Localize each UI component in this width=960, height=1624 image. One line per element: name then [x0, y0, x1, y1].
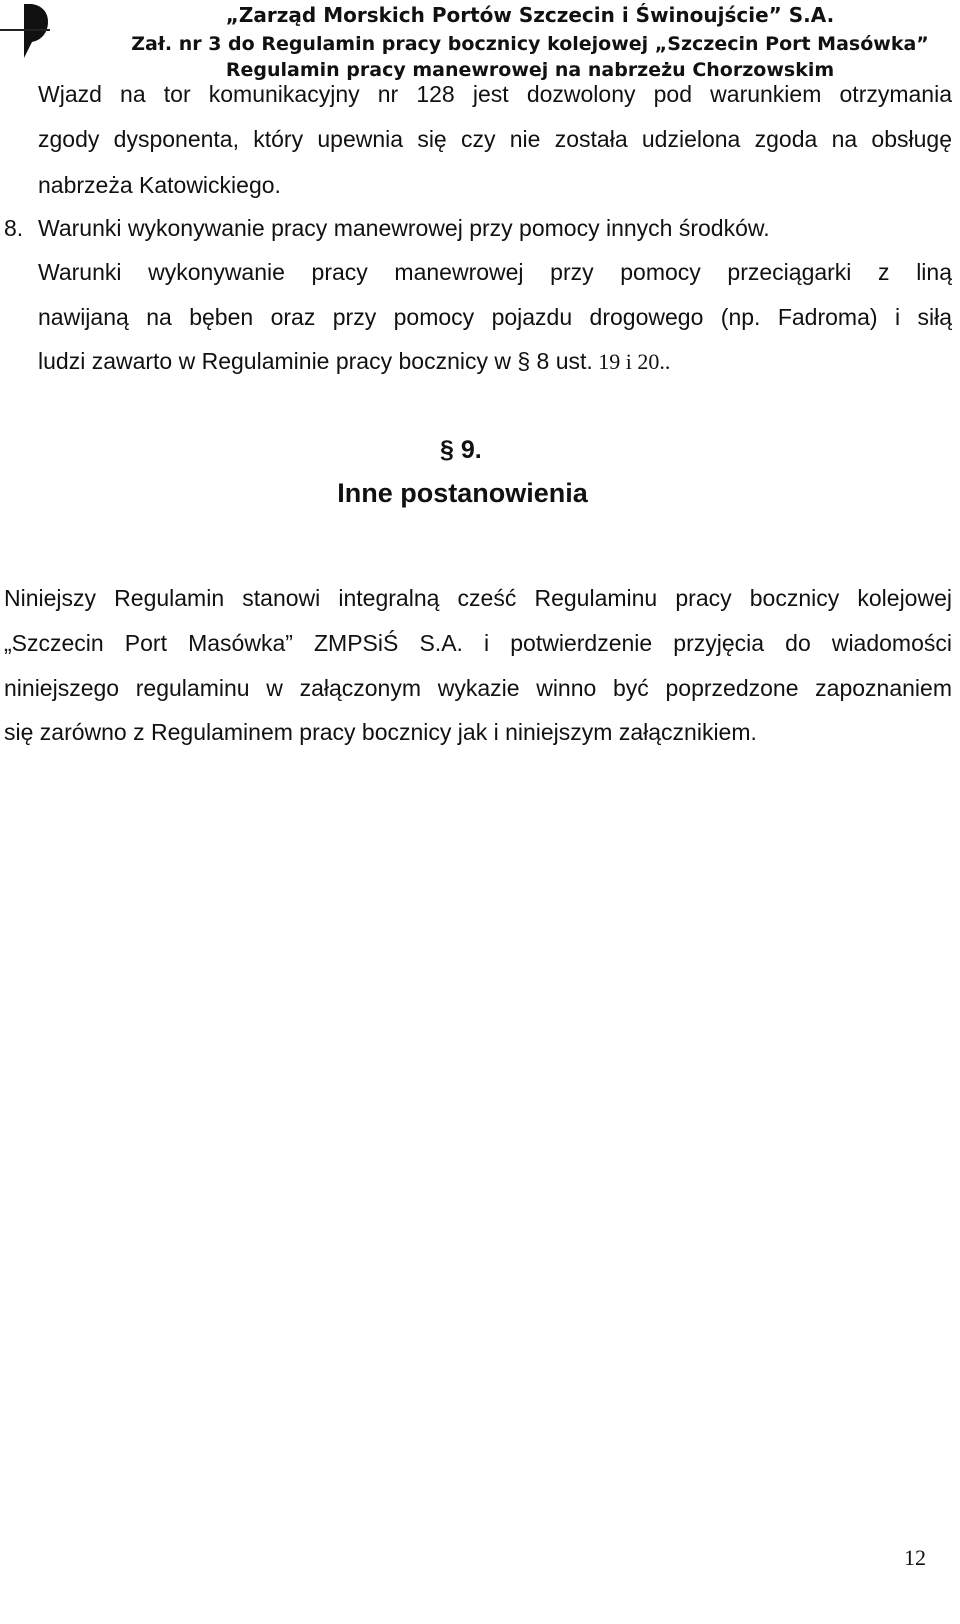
item-8-heading: Warunki wykonywanie pracy manewrowej przy pomocy innych środków.	[38, 215, 770, 241]
section-number: § 9.	[440, 436, 482, 464]
item-8-last-line	[38, 348, 670, 375]
header-rule	[0, 29, 50, 31]
closing-line: się zarówno z Regulaminem pracy bocznicy jak i niniejszym załącznikiem.	[4, 719, 757, 745]
body-line: zgody dysponenta, który upewnia się czy nie została udzielona zgoda na obsługę	[38, 126, 952, 152]
body-line-text: ludzi zawarto w Regulaminie pracy bocznicy w § 8 ust.	[38, 348, 593, 374]
body-line: Wjazd na tor komunikacyjny nr 128 jest dozwolony pod warunkiem otrzymania	[38, 81, 952, 107]
header-company: „Zarząd Morskich Portów Szczecin i Świnoujście” S.A.	[225, 3, 835, 27]
closing-line: niniejszego regulaminu w załączonym wykazie winno być poprzedzone zapoznaniem	[4, 675, 952, 701]
header-title: Regulamin pracy manewrowej na nabrzeżu Chorzowskim	[225, 59, 835, 81]
body-line: Warunki wykonywanie pracy manewrowej przy pomocy przeciągarki z liną	[38, 259, 952, 285]
closing-line: „Szczecin Port Masówka” ZMPSiŚ S.A. i potwierdzenie przyjęcia do wiadomości	[4, 630, 952, 656]
item-8-number: 8.	[4, 215, 24, 241]
body-line: nabrzeża Katowickiego.	[38, 172, 281, 198]
item-8-heading-row	[4, 215, 770, 242]
closing-line: Niniejszy Regulamin stanowi integralną cześć Regulaminu pracy bocznicy kolejowej	[4, 585, 952, 611]
paragraph-reference: 19 i 20..	[592, 349, 671, 374]
section-title: Inne postanowienia	[337, 478, 588, 508]
page-number: 12	[904, 1545, 926, 1570]
header-attachment: Zał. nr 3 do Regulamin pracy bocznicy kolejowej „Szczecin Port Masówka”	[131, 33, 929, 55]
body-line: nawijaną na bęben oraz przy pomocy pojazdu drogowego (np. Fadroma) i siłą	[38, 304, 952, 330]
